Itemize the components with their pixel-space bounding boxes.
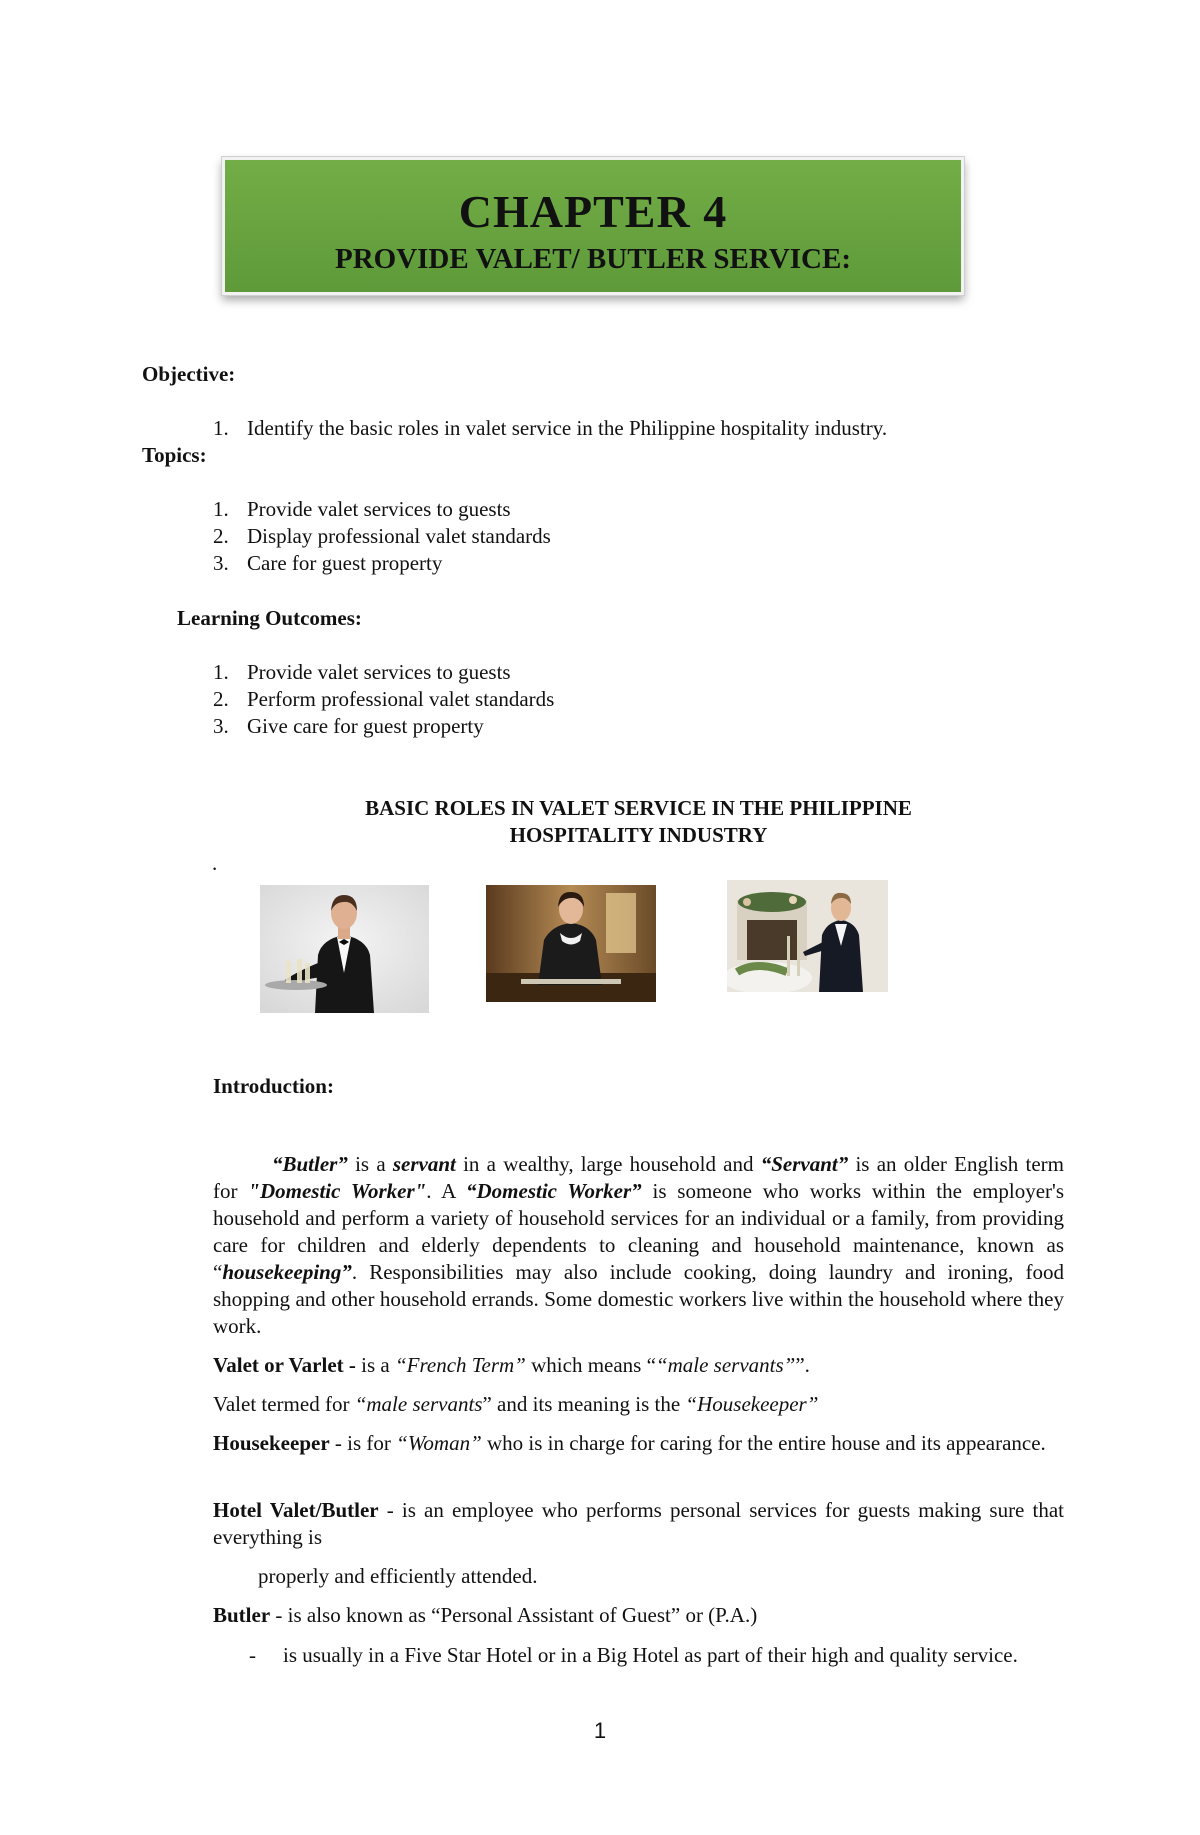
housekeeper-photo — [486, 885, 656, 1002]
valet-definition: Valet or Varlet - is a “French Term” which means ““male servants””. — [213, 1353, 810, 1377]
learning-outcomes-heading: Learning Outcomes: — [177, 606, 362, 630]
bullet-dash: - — [249, 1643, 256, 1667]
butler-with-tray-photo — [260, 885, 429, 1013]
valet-meaning: Valet termed for “male servants” and its meaning is the “Housekeeper” — [213, 1392, 819, 1416]
butler-setting-table-photo — [727, 880, 888, 992]
list-item: 1. Provide valet services to guests — [213, 497, 511, 521]
chapter-subtitle: PROVIDE VALET/ BUTLER SERVICE: — [334, 243, 851, 275]
section-heading: BASIC ROLES IN VALET SERVICE IN THE PHILIPPINE HOSPITALITY INDUSTRY — [365, 796, 912, 847]
chapter-banner — [222, 157, 964, 295]
list-item: 3. Give care for guest property — [213, 714, 484, 738]
topics-heading: Topics: — [142, 443, 207, 467]
learning-outcomes-list — [213, 659, 554, 740]
hotel-valet-definition: Hotel Valet/Butler - is an employee who performs personal services for guests making sure that everything is — [213, 1498, 1065, 1549]
objective-list — [213, 415, 887, 442]
introduction-heading: Introduction: — [213, 1074, 334, 1098]
list-item: 2. Perform professional valet standards — [213, 687, 555, 711]
objective-heading: Objective: — [142, 362, 236, 386]
butler-bullet-text: is usually in a Five Star Hotel or in a Big Hotel as part of their high and quality service. — [283, 1643, 1018, 1667]
intro-paragraph: “Butler” is a servant in a wealthy, large household and “Servant” is an older English term for "Domestic Worker". A “Domestic Worker” is someone who works within the employer's household and perform a variety of household services for an individual or a family, from providing care for children and elderly dependents to cleaning and household maintenance, known as “housekeeping”. Responsibilities may also include cooking, doing laundry and ironing, food shopping and other household errands. Some domestic workers live within the household where they work. — [213, 1152, 1064, 1338]
list-item: 3. Care for guest property — [213, 551, 443, 575]
list-item: 2. Display professional valet standards — [213, 524, 551, 548]
stray-dot: . — [212, 851, 218, 875]
list-item: 1. Identify the basic roles in valet service in the Philippine hospitality industry. — [213, 416, 888, 440]
hotel-valet-continuation: properly and efficiently attended. — [258, 1564, 538, 1588]
housekeeper-definition: Housekeeper - is for “Woman” who is in charge for caring for the entire house and its appearance. — [213, 1431, 1046, 1455]
list-item: 1. Provide valet services to guests — [213, 660, 511, 684]
chapter-title: CHAPTER 4 — [458, 186, 728, 237]
butler-definition: Butler - is also known as “Personal Assistant of Guest” or (P.A.) — [213, 1603, 758, 1627]
topics-list — [213, 496, 551, 577]
intro-body — [213, 1151, 1064, 1340]
page-number: 1 — [593, 1718, 607, 1743]
